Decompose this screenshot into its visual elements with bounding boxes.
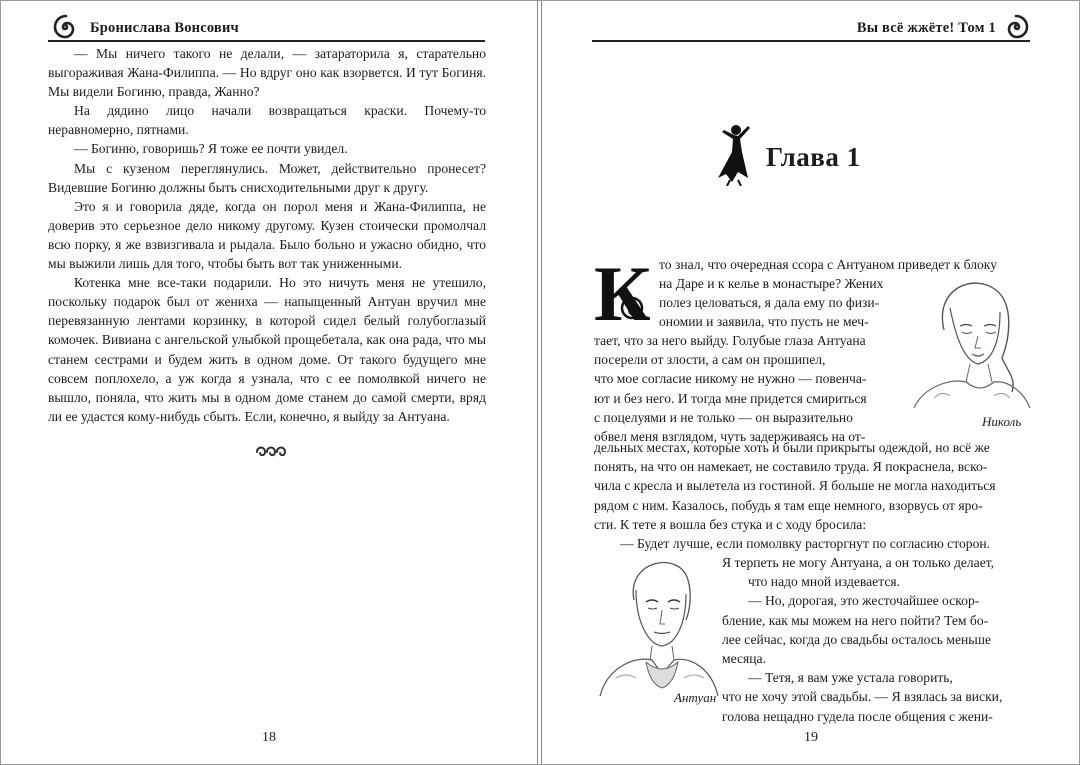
dancer-silhouette-icon (712, 122, 756, 186)
text-line: — Будет лучше, если помолвку расторгнут по согласию сторон. (620, 536, 991, 552)
text-line: лее сейчас, когда до свадьбы осталось меньше (722, 631, 991, 647)
text-line: понять, на что он намекает, не составило труда. Я покраснела, вско- (594, 459, 988, 475)
text-line: месяца. (722, 651, 766, 667)
page-number: 18 (262, 730, 276, 745)
text-line: рядом с ним. Казалось, побудь я там еще немного, взорвусь от яро- (594, 497, 983, 513)
text-line: ют и без него. И тогда мне придется смириться (594, 390, 867, 406)
text-line: обвел меня взглядом, чуть задерживаясь на от- (594, 429, 866, 445)
paragraph: — Богиню, говоришь? Я тоже ее почти увидел. (74, 141, 348, 157)
wave-ornament-icon (253, 440, 289, 460)
text-line: полез целоваться, я дала ему по физи- (659, 295, 880, 311)
text-line: что надо мной издевается. (748, 574, 901, 590)
paragraph: Котенка мне все-таки подарили. Но это ничуть меня не утешило, поскольку подарок был от жениха — напыщенный Антуан вручил мне перевязанную лентами корзинку, в которой сидел белый голубоглазый комочек. Вивиана с ангельской улыбкой прощебетала, как она рада, что мы станем сестрами и будем жить в одном доме. От такого будущего мне совсем поплохело, а уж когда я узнала, что с ее помолвкой ничего не вышло, поняла, что жить мы в одном доме станем до самой смерти, вряд ли ее удастся кому-нибудь сбыть. Если, конечно, я выйду за Антуана. (48, 275, 486, 424)
text-line: что мое согласие никому не нужно — повенча- (594, 371, 867, 387)
spiral-ornament-icon (1004, 14, 1030, 40)
caption-antoine: Антуан (674, 690, 717, 705)
text-line: с поцелуями и не только — он выразительно (594, 409, 853, 425)
full-width-lines (594, 438, 1029, 553)
text-line: дельных местах, которые хоть и были прикрыты одеждой, но всё же (594, 440, 990, 455)
right-page (541, 0, 1080, 765)
text-line: Я терпеть не могу Антуана, а он только делает, (722, 555, 995, 570)
page-number: 19 (804, 730, 818, 745)
dropcap-lines (659, 274, 919, 332)
left-body-text (48, 44, 486, 426)
chapter-title: Глава 1 (766, 142, 861, 172)
nicole-side-lines (594, 331, 914, 446)
caption-nicole: Николь (982, 414, 1022, 429)
drop-cap-letter: К (594, 258, 651, 326)
text-line: посерели от злости, а сам он прошипел, (594, 352, 826, 368)
paragraph: — Мы ничего такого не делали, — затараторила я, старательно выгораживая Жана-Филиппа. — Но вдруг оно как взорвется. И тут Богиня. Мы видели Богиню, правда, Жанно? (48, 46, 486, 100)
text-line: что не хочу этой свадьбы. — Я взялась за виски, (722, 689, 1003, 705)
text-line: на Даре и к келье в монастыре? Жених (659, 276, 884, 291)
text-line: сти. К тете я вошла без стука и с ходу бросила: (594, 516, 867, 532)
paragraph: Это я и говорила дяде, когда он порол меня и Жана-Филиппа, не доверив это серьезное дело никому другому. Кузен стоически промолчал всю порку, я же взвизгивала и рыдала. Было больно и ужасно обидно, что мы выжили лишь для того, чтобы быть вот так униженными. (48, 198, 486, 272)
paragraph: На дядино лицо начали возвращаться краски. Почему-то неравномерно, пятнами. (48, 103, 486, 138)
running-head-right (592, 14, 1030, 42)
text-line: — Но, дорогая, это жесточайшее оскор- (748, 593, 980, 609)
text-line: — Тетя, я вам уже устала говорить, (748, 670, 953, 686)
book-title: Вы всё жжёте! Том 1 (856, 20, 996, 36)
antoine-side-lines (722, 553, 1030, 726)
text-line: тает, что за него выйду. Голубые глаза Антуана (594, 333, 866, 348)
text-line: чила с кресла и вылетела из гостиной. Я больше не могла находиться (594, 478, 996, 494)
nicole-portrait (904, 268, 1032, 416)
drop-cap (594, 258, 654, 326)
running-head-left (48, 14, 485, 42)
text-line: голова нещадно гудела после общения с жени- (722, 708, 993, 724)
text-line: то знал, что очередная ссора с Антуаном приведет к блоку (659, 257, 998, 272)
text-line: ономии и заявила, что пусть не меч- (659, 314, 869, 330)
paragraph: Мы с кузеном переглянулись. Может, действительно пронесет? Видевшие Богиню должны быть снисходительными друг к другу. (48, 160, 486, 195)
author-name: Бронислава Вонсович (90, 20, 239, 36)
chapter-heading (712, 122, 932, 186)
spiral-ornament-icon (52, 14, 78, 40)
left-page (0, 0, 538, 765)
antoine-portrait (596, 550, 720, 702)
text-line: бление, как мы можем на него пойти? Тем бо- (722, 612, 989, 628)
